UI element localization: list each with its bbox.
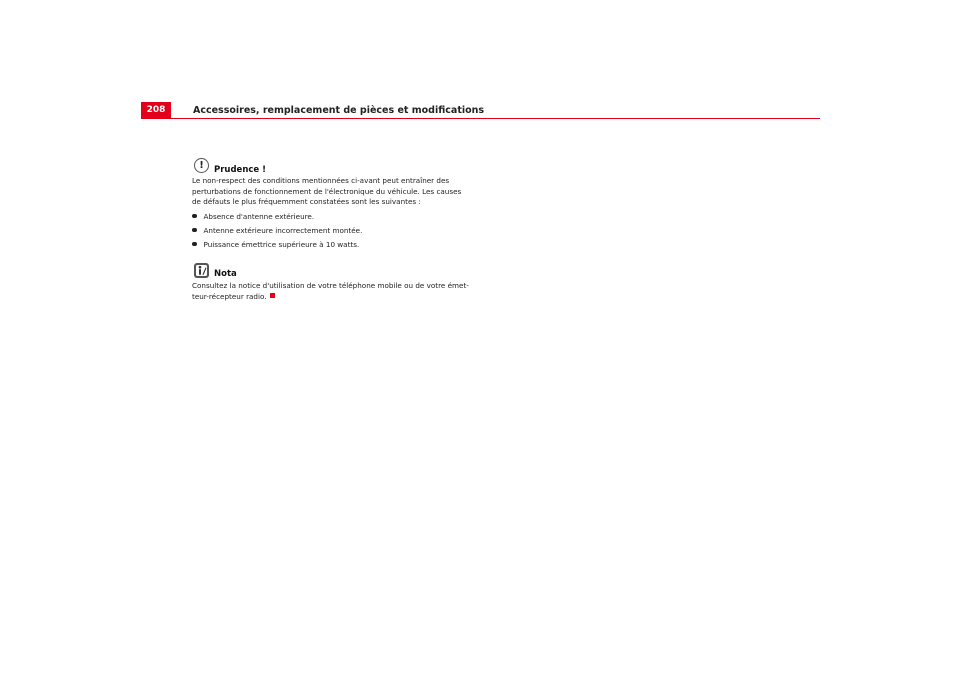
info-note-icon bbox=[194, 263, 209, 278]
note-title: Nota bbox=[214, 269, 237, 279]
note-text bbox=[192, 281, 482, 302]
chapter-title: Accessoires, remplacement de pièces et modifications bbox=[193, 105, 485, 116]
note-text-line bbox=[192, 292, 482, 303]
note-text-end: teur-récepteur radio. bbox=[192, 291, 267, 301]
caution-bullet bbox=[192, 212, 314, 221]
note-text-line: Consultez la notice d'utilisation de votre téléphone mobile ou de votre émet- bbox=[192, 281, 469, 290]
page-number: 208 bbox=[141, 102, 171, 119]
caution-text-line: Le non-respect des conditions mentionnées ci-avant peut entraîner des bbox=[192, 176, 450, 185]
bullet-text: Antenne extérieure incorrectement montée. bbox=[203, 226, 363, 235]
header-divider bbox=[141, 118, 820, 119]
caution-text-line: de défauts le plus fréquemment constatées sont les suivantes : bbox=[192, 197, 421, 206]
caution-bullet bbox=[192, 240, 359, 249]
bullet-text: Puissance émettrice supérieure à 10 watts. bbox=[203, 240, 360, 249]
bullet-dot-icon bbox=[192, 228, 197, 233]
bullet-dot-icon bbox=[192, 214, 197, 219]
bullet-dot-icon bbox=[192, 242, 197, 247]
caution-bullet bbox=[192, 226, 362, 235]
caution-text bbox=[192, 176, 482, 208]
bullet-text: Absence d'antenne extérieure. bbox=[203, 212, 315, 221]
section-end-marker bbox=[270, 293, 275, 298]
caution-text-line: perturbations de fonctionnement de l'électronique du véhicule. Les causes bbox=[192, 186, 462, 196]
caution-title: Prudence ! bbox=[214, 165, 267, 175]
page-header bbox=[141, 102, 820, 119]
warning-circle-icon: ! bbox=[194, 158, 209, 173]
